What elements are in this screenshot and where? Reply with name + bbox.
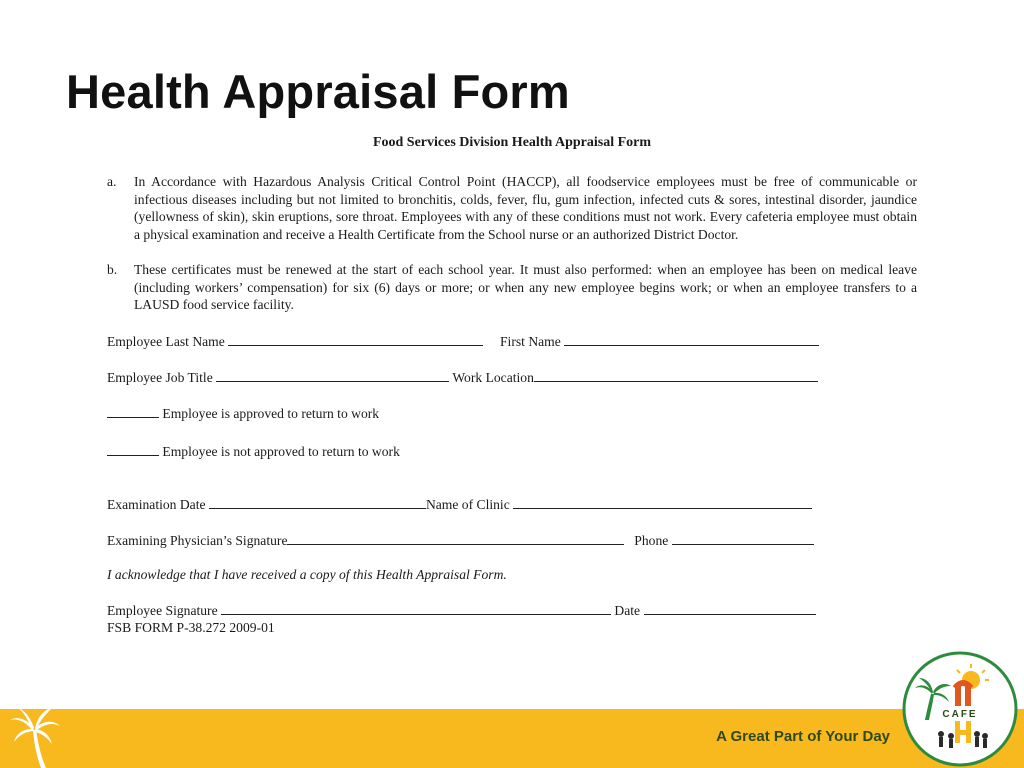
exam-date-field[interactable] xyxy=(209,495,426,509)
work-location-label: Work Location xyxy=(452,370,534,385)
form-number: FSB FORM P-38.272 2009-01 xyxy=(107,620,275,635)
paragraph-a xyxy=(107,173,917,243)
paragraph-b xyxy=(107,261,917,314)
approved-row xyxy=(107,404,379,423)
paragraph-text: These certificates must be renewed at the start of each school year. It must also performed: when an employee has been on medical leave (including workers’ compensation) for six (6) days or more; or when any new employee begins work; or when an employee transfers to a LAUSD food service facility. xyxy=(134,262,917,313)
date-field[interactable] xyxy=(644,601,816,615)
exam-date-label: Examination Date xyxy=(107,497,206,512)
physician-signature-label: Examining Physician’s Signature xyxy=(107,533,288,548)
job-title-field[interactable] xyxy=(216,368,449,382)
logo-text: CAFE xyxy=(942,709,978,720)
date-label: Date xyxy=(614,603,641,618)
phone-field[interactable] xyxy=(672,531,814,545)
tagline: A Great Part of Your Day xyxy=(716,728,890,745)
paragraph-marker: b. xyxy=(107,262,118,277)
employee-signature-field[interactable] xyxy=(221,601,611,615)
cafe-logo xyxy=(901,650,1019,768)
clinic-field[interactable] xyxy=(513,495,812,509)
phone-label: Phone xyxy=(634,533,669,548)
approved-checkbox[interactable] xyxy=(107,404,159,418)
paragraph-text: In Accordance with Hazardous Analysis Critical Control Point (HACCP), all foodservice employees must be free of communicable or infectious diseases including but not limited to bronchitis, colds, fever, flu, gum infection, infected cuts & sores, intestinal disorder, jaundice (yellowness of skin), skin eruptions, sore throat. Employees with any of these conditions must not work. Every cafeteria employee must obtain a physical examination and receive a Health Certificate from the School nurse or an authorized District Doctor. xyxy=(134,174,917,242)
employee-signature-label: Employee Signature xyxy=(107,603,218,618)
last-name-field[interactable] xyxy=(228,332,483,346)
job-title-label: Employee Job Title xyxy=(107,370,213,385)
acknowledgement-text: I acknowledge that I have received a copy of this Health Appraisal Form. xyxy=(107,567,507,582)
not-approved-row xyxy=(107,442,400,461)
palm-tree-icon xyxy=(8,706,62,768)
job-row xyxy=(107,368,818,387)
not-approved-label: Employee is not approved to return to work xyxy=(162,444,400,459)
slide-title: Health Appraisal Form xyxy=(66,65,570,118)
first-name-field[interactable] xyxy=(564,332,819,346)
not-approved-checkbox[interactable] xyxy=(107,442,159,456)
clinic-label: Name of Clinic xyxy=(425,497,510,512)
form-heading: Food Services Division Health Appraisal Form xyxy=(372,135,652,150)
physician-signature-field[interactable] xyxy=(287,531,624,545)
approved-label: Employee is approved to return to work xyxy=(162,406,380,421)
employee-signature-row xyxy=(107,601,816,620)
paragraph-marker: a. xyxy=(107,174,117,189)
first-name-label: First Name xyxy=(500,334,561,349)
name-row xyxy=(107,332,819,351)
last-name-label: Employee Last Name xyxy=(107,334,225,349)
exam-row xyxy=(107,495,812,514)
physician-row xyxy=(107,531,814,550)
work-location-field[interactable] xyxy=(534,368,818,382)
